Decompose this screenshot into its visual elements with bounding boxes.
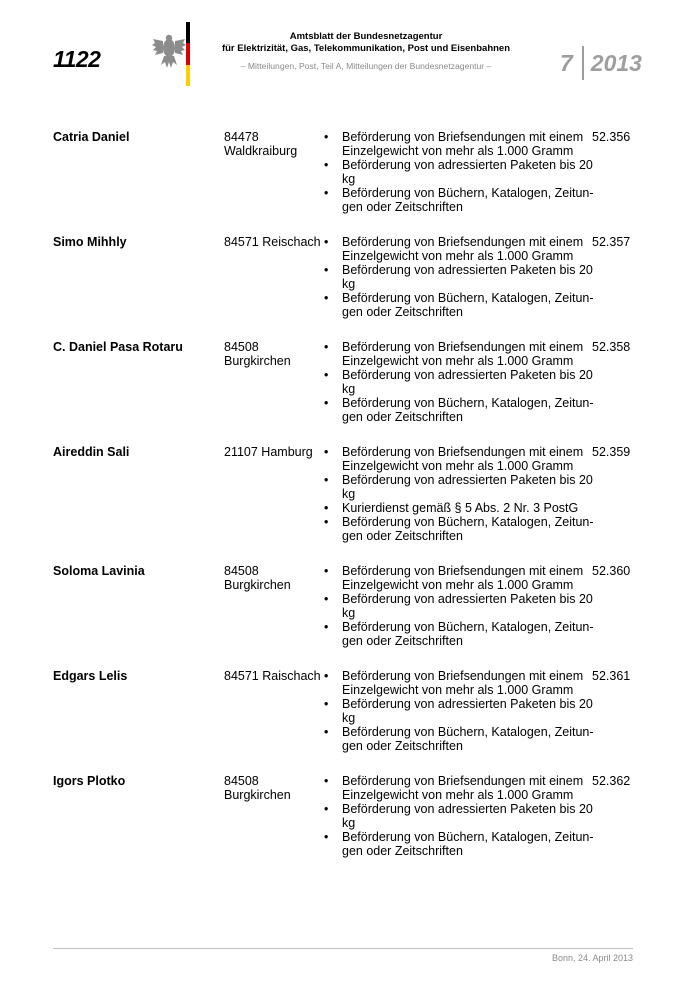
service-item: • Beförderung von Büchern, Katalogen, Zeitun-gen oder Zeitschriften bbox=[324, 186, 594, 214]
flag-bar bbox=[186, 22, 190, 86]
list-item bbox=[53, 774, 643, 858]
service-item: • Beförderung von Büchern, Katalogen, Zeitun-gen oder Zeitschriften bbox=[324, 620, 594, 648]
entry-location: 84508 Burgkirchen bbox=[224, 774, 291, 802]
entry-number: 52.357 bbox=[592, 235, 631, 249]
service-item: • Beförderung von Briefsendungen mit einem Einzelgewicht von mehr als 1.000 Gramm bbox=[324, 774, 594, 802]
entry-number: 52.356 bbox=[592, 130, 631, 144]
service-list bbox=[324, 445, 594, 543]
list-item bbox=[53, 445, 643, 543]
service-list bbox=[324, 564, 594, 648]
entry-number: 52.362 bbox=[592, 774, 631, 788]
service-item: • Beförderung von Büchern, Katalogen, Zeitun-gen oder Zeitschriften bbox=[324, 515, 594, 543]
list-item bbox=[53, 235, 643, 319]
list-item bbox=[53, 130, 643, 214]
masthead-subtitle: – Mitteilungen, Post, Teil A, Mitteilungen der Bundesnetzagentur – bbox=[240, 61, 492, 71]
entry-number: 52.360 bbox=[592, 564, 631, 578]
list-item bbox=[53, 669, 643, 753]
service-item: • Beförderung von adressierten Paketen bis 20 kg bbox=[324, 802, 594, 830]
entry-name: Soloma Lavinia bbox=[53, 564, 145, 578]
service-list bbox=[324, 774, 594, 858]
service-list bbox=[324, 340, 594, 424]
service-item: • Beförderung von Büchern, Katalogen, Zeitun-gen oder Zeitschriften bbox=[324, 396, 594, 424]
flag-black-stripe bbox=[186, 22, 190, 43]
service-item: • Beförderung von Büchern, Katalogen, Zeitun-gen oder Zeitschriften bbox=[324, 725, 594, 753]
entry-name: C. Daniel Pasa Rotaru bbox=[53, 340, 183, 354]
service-item: • Beförderung von Briefsendungen mit einem Einzelgewicht von mehr als 1.000 Gramm bbox=[324, 340, 594, 368]
entry-number: 52.361 bbox=[592, 669, 631, 683]
service-list bbox=[324, 130, 594, 214]
service-item: • Beförderung von Büchern, Katalogen, Zeitun-gen oder Zeitschriften bbox=[324, 830, 594, 858]
entry-location: 84571 Raischach bbox=[224, 669, 321, 683]
service-item: • Beförderung von Briefsendungen mit einem Einzelgewicht von mehr als 1.000 Gramm bbox=[324, 564, 594, 592]
issue-label bbox=[560, 46, 642, 80]
masthead-title-line2: für Elektrizität, Gas, Telekommunikation, Post und Eisenbahnen bbox=[221, 43, 511, 54]
service-item: • Beförderung von Briefsendungen mit einem Einzelgewicht von mehr als 1.000 Gramm bbox=[324, 669, 594, 697]
service-item: • Beförderung von Büchern, Katalogen, Zeitun-gen oder Zeitschriften bbox=[324, 291, 594, 319]
entry-list bbox=[53, 130, 643, 879]
service-list bbox=[324, 669, 594, 753]
issue-year: 2013 bbox=[590, 49, 642, 76]
entry-location: 84478 Waldkraiburg bbox=[224, 130, 298, 158]
service-item: • Beförderung von adressierten Paketen bis 20 kg bbox=[324, 263, 594, 291]
page-number: 1122 bbox=[53, 46, 101, 72]
list-item bbox=[53, 564, 643, 648]
entry-name: Catria Daniel bbox=[53, 130, 130, 144]
service-item: • Beförderung von Briefsendungen mit einem Einzelgewicht von mehr als 1.000 Gramm bbox=[324, 445, 594, 473]
service-item: • Beförderung von adressierten Paketen bis 20 kg bbox=[324, 592, 594, 620]
federal-eagle-icon bbox=[152, 32, 186, 70]
footer-divider bbox=[53, 948, 633, 949]
service-item: • Beförderung von adressierten Paketen bis 20 kg bbox=[324, 158, 594, 186]
service-item: • Beförderung von Briefsendungen mit einem Einzelgewicht von mehr als 1.000 Gramm bbox=[324, 130, 594, 158]
entry-location: 21107 Hamburg bbox=[224, 445, 313, 459]
entry-name: Aireddin Sali bbox=[53, 445, 130, 459]
service-item: • Beförderung von adressierten Paketen bis 20 kg bbox=[324, 368, 594, 396]
entry-name: Simo Mihhly bbox=[53, 235, 127, 249]
entry-name: Edgars Lelis bbox=[53, 669, 128, 683]
service-item: • Beförderung von adressierten Paketen bis 20 kg bbox=[324, 697, 594, 725]
masthead bbox=[210, 31, 522, 71]
service-item: • Beförderung von Briefsendungen mit einem Einzelgewicht von mehr als 1.000 Gramm bbox=[324, 235, 594, 263]
service-list bbox=[324, 235, 594, 319]
entry-location: 84508 Burgkirchen bbox=[224, 564, 291, 592]
issue-number: 7 bbox=[560, 49, 573, 76]
service-item: • Kurierdienst gemäß § 5 Abs. 2 Nr. 3 PostG bbox=[324, 501, 594, 515]
masthead-title-line1: Amtsblatt der Bundesnetzagentur bbox=[289, 31, 443, 42]
flag-red-stripe bbox=[186, 43, 190, 64]
footer-date: Bonn, 24. April 2013 bbox=[551, 953, 633, 963]
entry-location: 84571 Reischach bbox=[224, 235, 321, 249]
entry-location: 84508 Burgkirchen bbox=[224, 340, 291, 368]
list-item bbox=[53, 340, 643, 424]
issue-separator bbox=[582, 46, 584, 80]
service-item: • Beförderung von adressierten Paketen bis 20 kg bbox=[324, 473, 594, 501]
entry-name: Igors Plotko bbox=[53, 774, 126, 788]
flag-gold-stripe bbox=[186, 65, 190, 86]
entry-number: 52.359 bbox=[592, 445, 631, 459]
entry-number: 52.358 bbox=[592, 340, 631, 354]
